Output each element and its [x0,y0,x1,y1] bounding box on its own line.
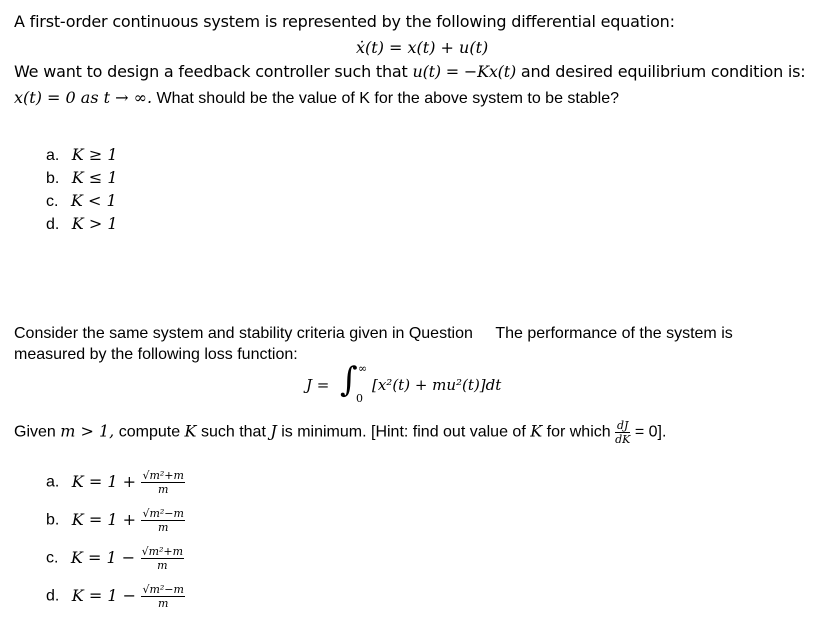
q1-option-letter: a. [46,147,60,164]
q1-condition: x(t) = 0 as t → ∞. [14,88,153,107]
q1-line2 [14,62,805,81]
q2-option-num: √m²−m [142,583,184,596]
q2-line1a: Consider the same system and stability criteria given in Question [14,325,473,342]
integrand: [x²(t) + mu²(t)]dt [372,376,502,394]
q2-given [14,420,666,445]
q2-option-lhs: K = 1 − [71,585,136,605]
q1-intro: A first-order continuous system is represented by the following differential equation: [14,12,675,31]
q1-equation: ẋ(t) = x(t) + u(t) [356,38,489,57]
q1-option-b[interactable] [46,168,118,188]
q2-option-d[interactable] [46,584,185,609]
integral-sign: ∫ [340,360,358,400]
q1-option-a[interactable] [46,145,118,165]
q1-option-letter: b. [46,170,60,187]
q2-option-letter: a. [46,473,60,491]
q1-line2-start: We want to design a feedback controller such that [14,62,408,81]
given-k: K [530,421,543,441]
given-k: K [184,421,197,441]
q1-option-expr: K > 1 [71,214,118,233]
given-text: Given [14,423,56,441]
q1-option-expr: K < 1 [70,191,117,210]
q2-option-num: √m²+m [142,469,184,482]
q2-option-lhs: K = 1 + [71,509,136,529]
q1-line2-end: and desired equilibrium condition is: [520,62,806,81]
q2-option-letter: c. [46,549,59,567]
q2-line1 [14,325,733,343]
given-j: J [270,421,277,441]
q2-option-den: m [157,521,169,534]
q2-option-den: m [157,597,169,610]
q2-option-fraction [141,470,185,495]
q2-option-den: m [157,559,168,572]
q2-option-fraction [141,584,185,609]
q2-option-num: √m²−m [142,507,184,520]
given-text: compute [118,423,181,441]
given-text: = 0]. [634,423,667,441]
q2-line2: measured by the following loss function: [14,346,298,363]
q1-option-expr: K ≥ 1 [71,145,118,164]
integral-upper: ∞ [358,362,368,375]
q2-option-fraction [141,546,185,571]
q2-option-lhs: K = 1 + [71,471,136,491]
hint-num: dJ [617,419,629,432]
q2-option-lhs: K = 1 − [70,547,136,567]
q2-option-letter: b. [46,511,60,529]
q1-option-d[interactable] [46,214,118,234]
q1-option-c[interactable] [46,191,117,211]
hint-den: dK [615,433,631,446]
given-text: for which [546,423,611,441]
q1-option-letter: d. [46,216,60,233]
given-text: is minimum. [Hint: find out value of [281,423,526,441]
given-text: such that [200,423,266,441]
q2-option-a[interactable] [46,470,185,495]
q2-option-c[interactable] [46,546,184,571]
q1-option-letter: c. [46,193,59,210]
q2-option-den: m [157,483,169,496]
q2-line1b: The performance of the system is [495,325,733,342]
loss-lhs: J = [306,376,330,394]
q2-option-letter: d. [46,587,60,605]
given-m: m > 1, [60,421,115,441]
integral-lower: 0 [356,392,363,405]
q1-question: What should be the value of K for the above system to be stable? [156,90,619,107]
q2-option-num: √m²+m [141,545,184,558]
hint-derivative [615,420,630,445]
q1-control-law: u(t) = −Kx(t) [412,62,516,81]
q2-option-b[interactable] [46,508,185,533]
q1-option-expr: K ≤ 1 [71,168,118,187]
q1-line3 [14,88,619,108]
q2-option-fraction [141,508,185,533]
